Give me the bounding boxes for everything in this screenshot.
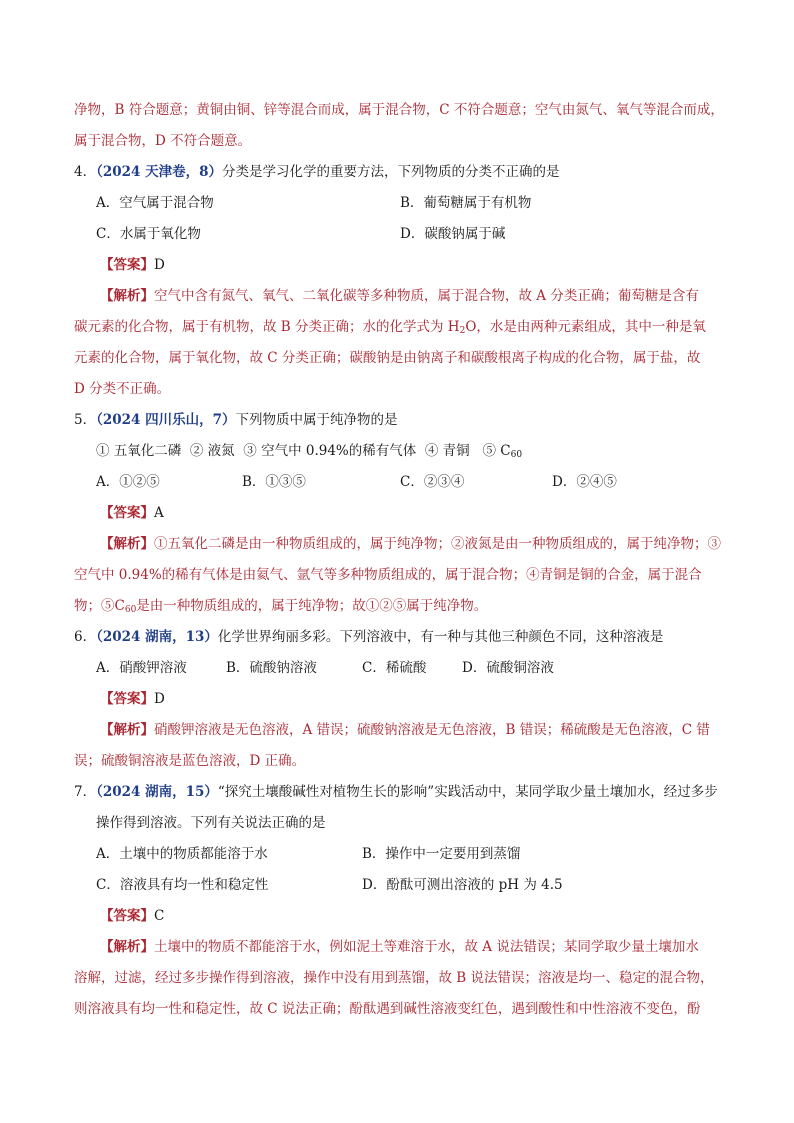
option-b: B．操作中一定要用到蒸馏 <box>362 846 521 862</box>
option-c: C．溶液具有均一性和稳定性 <box>96 877 269 893</box>
question-7-analysis-line: 【解析】土壤中的物质不都能溶于水，例如泥土等难溶于水，故 A 说法错误；某同学取少量土壤加水 <box>100 939 699 955</box>
question-5-analysis-line: 空气中 0.94%的稀有气体是由氦气、氩气等多种物质组成的，属于混合物；④青铜是铜的合金，属于混合 <box>74 567 702 583</box>
analysis-tag: 【解析】 <box>100 288 154 304</box>
question-source: （2024 天津卷，8） <box>96 164 223 180</box>
answer-tag: 【答案】 <box>100 257 154 273</box>
question-5-items: ① 五氧化二磷 ② 液氮 ③ 空气中 0.94%的稀有气体 ④ 青铜 ⑤ $C_{60}$ <box>96 443 523 460</box>
analysis-tag: 【解析】 <box>100 939 154 955</box>
question-5-analysis-line: 物；$⑤C_{60}$是由一种物质组成的，属于纯净物；故①②⑤属于纯净物。 <box>74 598 488 615</box>
option-a: A．土壤中的物质都能溶于水 <box>96 846 268 862</box>
answer-tag: 【答案】 <box>100 691 154 707</box>
answer-value: D <box>154 257 165 273</box>
analysis-tag: 【解析】 <box>100 722 154 738</box>
answer-value: C <box>154 908 165 924</box>
question-text: 化学世界绚丽多彩。下列溶液中，有一种与其他三种颜色不同，这种溶液是 <box>217 629 664 645</box>
option-a: A．硝酸钾溶液 <box>96 660 187 676</box>
question-number: 4． <box>74 164 97 180</box>
question-4-analysis-line: D 分类不正确。 <box>74 381 171 397</box>
option-b: B．①③⑤ <box>242 474 306 490</box>
option-b: B．葡萄糖属于有机物 <box>400 195 532 211</box>
option-c: C．②③④ <box>400 474 465 490</box>
question-6-options-row <box>74 653 722 684</box>
question-7-stem <box>74 777 722 808</box>
question-4-analysis-line: 元素的化合物，属于氧化物，故 C 分类正确；碳酸钠是由钠离子和碳酸根离子构成的化合物，属于盐，故 <box>74 350 701 366</box>
analysis-tag: 【解析】 <box>100 536 154 552</box>
document-body <box>74 95 722 1025</box>
answer-tag: 【答案】 <box>100 505 154 521</box>
option-d: D．硫酸铜溶液 <box>462 660 554 676</box>
question-7-analysis-line: 则溶液具有均一性和稳定性，故 C 说法正确；酚酞遇到碱性溶液变红色，遇到酸性和中性溶液不变色，酚 <box>74 1001 701 1017</box>
question-7-analysis-line: 溶解，过滤，经过多步操作得到溶液，操作中没有用到蒸馏，故 B 说法错误；溶液是均一、稳定的混合物， <box>74 970 714 986</box>
question-4-options-row-2 <box>74 219 722 250</box>
question-6-answer <box>74 684 722 715</box>
question-text: “探究土壤酸碱性对植物生长的影响”实践活动中，某同学取少量土壤加水，经过多步 <box>217 784 718 800</box>
question-4-stem <box>74 157 722 188</box>
question-number: 7． <box>74 784 97 800</box>
question-4-options-row-1 <box>74 188 722 219</box>
question-6-analysis-line: 误；硫酸铜溶液是蓝色溶液，D 正确。 <box>74 753 306 769</box>
question-source: （2024 湖南，13） <box>96 629 218 645</box>
answer-value: A <box>154 505 164 521</box>
question-number: 5． <box>74 412 97 428</box>
question-source: （2024 湖南，15） <box>96 784 218 800</box>
question-7-stem-cont: 操作得到溶液。下列有关说法正确的是 <box>96 815 326 831</box>
option-d: D．②④⑤ <box>552 474 617 490</box>
question-6-stem <box>74 622 722 653</box>
option-b: B．硫酸钠溶液 <box>226 660 317 676</box>
answer-tag: 【答案】 <box>100 908 154 924</box>
question-source: （2024 四川乐山，7） <box>96 412 236 428</box>
question-number: 6． <box>74 629 97 645</box>
option-d: D．碳酸钠属于碱 <box>400 226 506 242</box>
question-7-options-row-2 <box>74 870 722 901</box>
question-5-options-row <box>74 467 722 498</box>
question-7-options-row-1 <box>74 839 722 870</box>
question-7-answer <box>74 901 722 932</box>
option-c: C．水属于氧化物 <box>96 226 201 242</box>
question-text: 分类是学习化学的重要方法，下列物质的分类不正确的是 <box>222 164 560 180</box>
question-5-answer <box>74 498 722 529</box>
question-5-stem <box>74 405 722 436</box>
question-4-analysis-line: 【解析】空气中含有氮气、氧气、二氧化碳等多种物质，属于混合物，故 A 分类正确；葡萄糖是含有 <box>100 288 699 304</box>
question-4-answer <box>74 250 722 281</box>
analysis-continuation-line: 属于混合物，D 不符合题意。 <box>74 133 252 149</box>
question-4-analysis-line: 碳元素的化合物，属于有机物，故 B 分类正确；水的化学式为 $H_2O$，水是由两种元素组成，其中一种是氧 <box>74 319 706 336</box>
analysis-continuation-line: 净物，B 符合题意；黄铜由铜、锌等混合而成，属于混合物，C 不符合题意；空气由氮气、氧气等混合而成， <box>74 102 724 118</box>
question-5-analysis-line: 【解析】①五氧化二磷是由一种物质组成的，属于纯净物；②液氮是由一种物质组成的，属于纯净物；③ <box>100 536 721 552</box>
question-6-analysis-line: 【解析】硝酸钾溶液是无色溶液，A 错误；硫酸钠溶液是无色溶液，B 错误；稀硫酸是无色溶液，C 错 <box>100 722 710 738</box>
option-a: A．空气属于混合物 <box>96 195 214 211</box>
option-a: A．①②⑤ <box>96 474 160 490</box>
option-d: D．酚酞可测出溶液的 pH 为 4.5 <box>362 877 563 893</box>
answer-value: D <box>154 691 165 707</box>
question-text: 下列物质中属于纯净物的是 <box>235 412 398 428</box>
option-c: C．稀硫酸 <box>362 660 427 676</box>
